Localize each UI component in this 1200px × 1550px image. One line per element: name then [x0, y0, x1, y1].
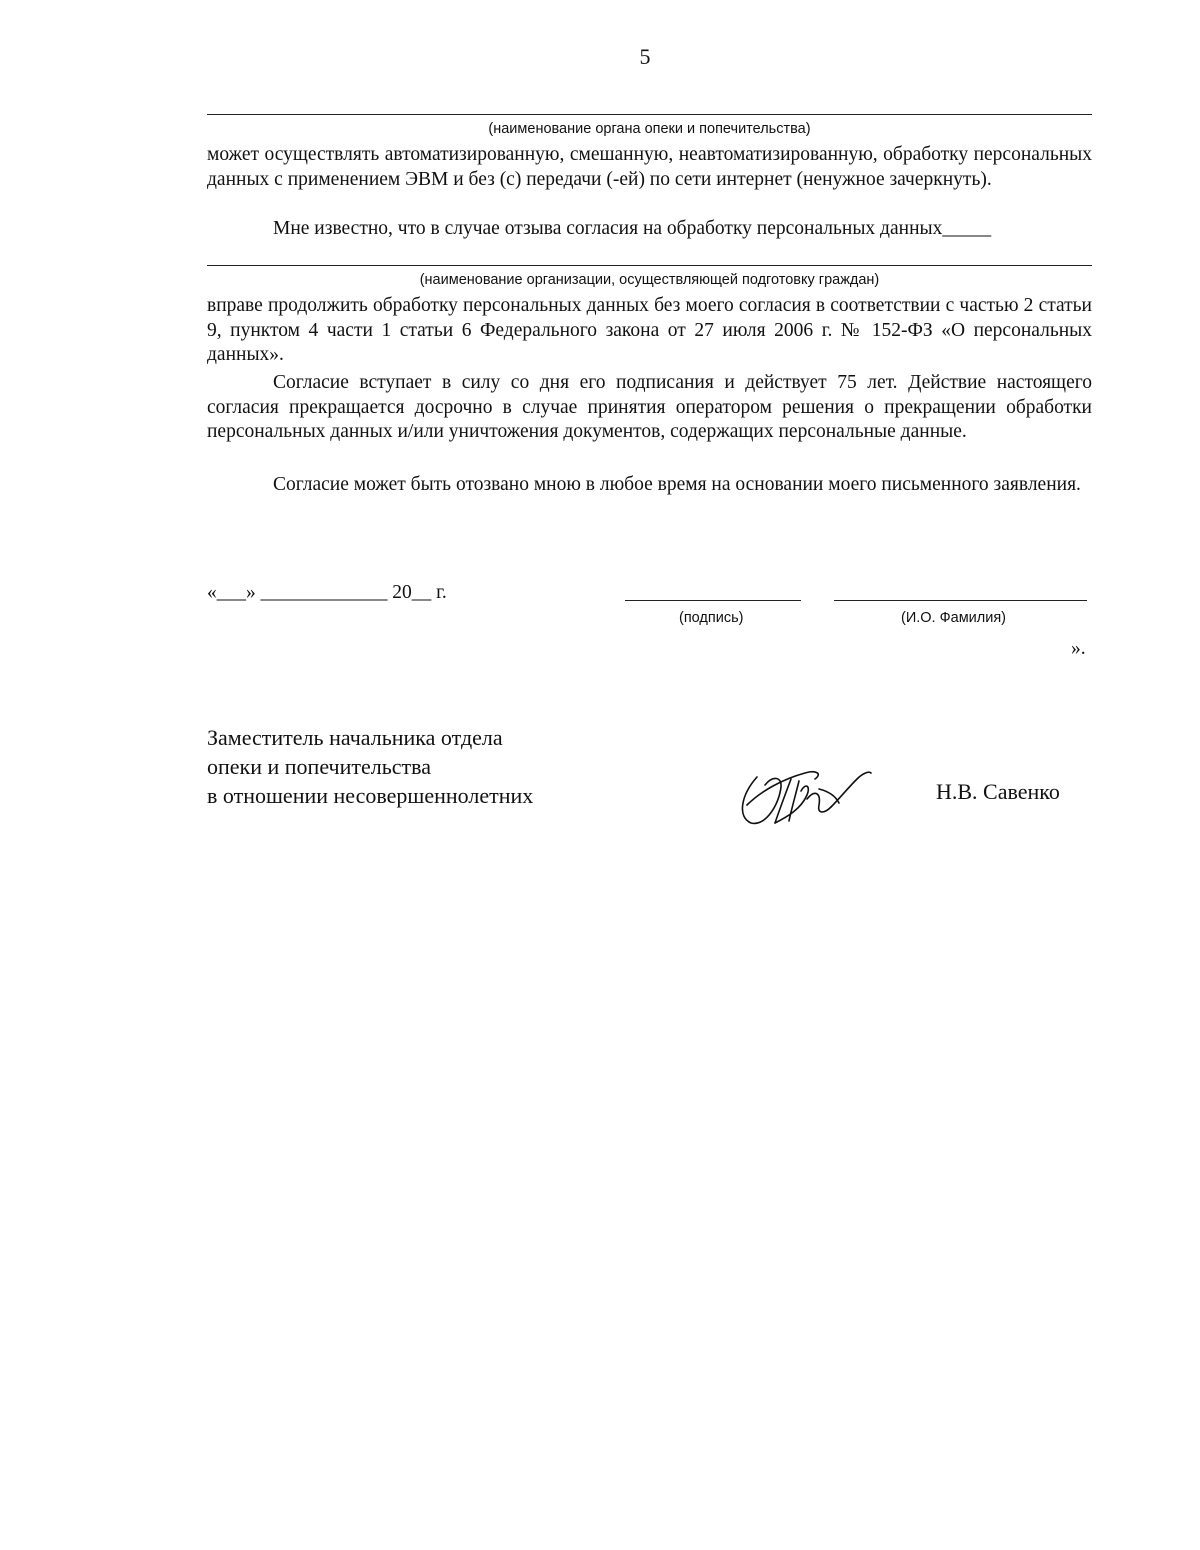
paragraph-validity-term: Согласие вступает в силу со дня его подписания и действует 75 лет. Действие настоящего согласия прекращается досрочно в случае принятия оператором решения о прекращении обработки персональных данных и/или уничтожения документов, содержащих персональные данные.	[207, 372, 1092, 442]
position-line-1: Заместитель начальника отдела	[207, 725, 503, 750]
signatory-name: Н.В. Савенко	[936, 779, 1060, 804]
position-line-2: опеки и попечительства	[207, 754, 432, 779]
paragraph-processing-methods: может осуществлять автоматизированную, смешанную, неавтоматизированную, обработку персональных данных с применением ЭВМ и без (с) передачи (-ей) по сети интернет (ненужное зачеркнуть).	[207, 144, 1092, 190]
date-line: «___» _____________ 20__ г.	[207, 582, 447, 603]
blank-line-guardianship-body	[207, 114, 1092, 115]
paragraph-revocation-notice: Мне известно, что в случае отзыва согласия на обработку персональных данных_____	[273, 218, 992, 239]
name-blank-line	[834, 600, 1087, 601]
handwritten-signature	[735, 765, 875, 835]
closing-quote: ».	[1071, 638, 1086, 659]
signature-caption: (подпись)	[679, 610, 744, 626]
name-caption: (И.О. Фамилия)	[901, 610, 1007, 626]
position-line-3: в отношении несовершеннолетних	[207, 783, 534, 808]
caption-guardianship-body: (наименование органа опеки и попечительства)	[488, 121, 811, 137]
page-number: 5	[639, 44, 651, 69]
signatory-position	[207, 723, 533, 810]
paragraph-legal-basis: вправе продолжить обработку персональных данных без моего согласия в соответствии с частью 2 статьи 9, пунктом 4 части 1 статьи 6 Федерального закона от 27 июля 2006 г. № 152-ФЗ «О персональных данных».	[207, 295, 1092, 365]
paragraph-revocation-right: Согласие может быть отозвано мною в любое время на основании моего письменного заявления.	[273, 474, 1081, 495]
caption-training-organization: (наименование организации, осуществляющей подготовку граждан)	[419, 272, 880, 288]
blank-line-training-organization	[207, 265, 1092, 266]
signature-blank-line	[625, 600, 801, 601]
